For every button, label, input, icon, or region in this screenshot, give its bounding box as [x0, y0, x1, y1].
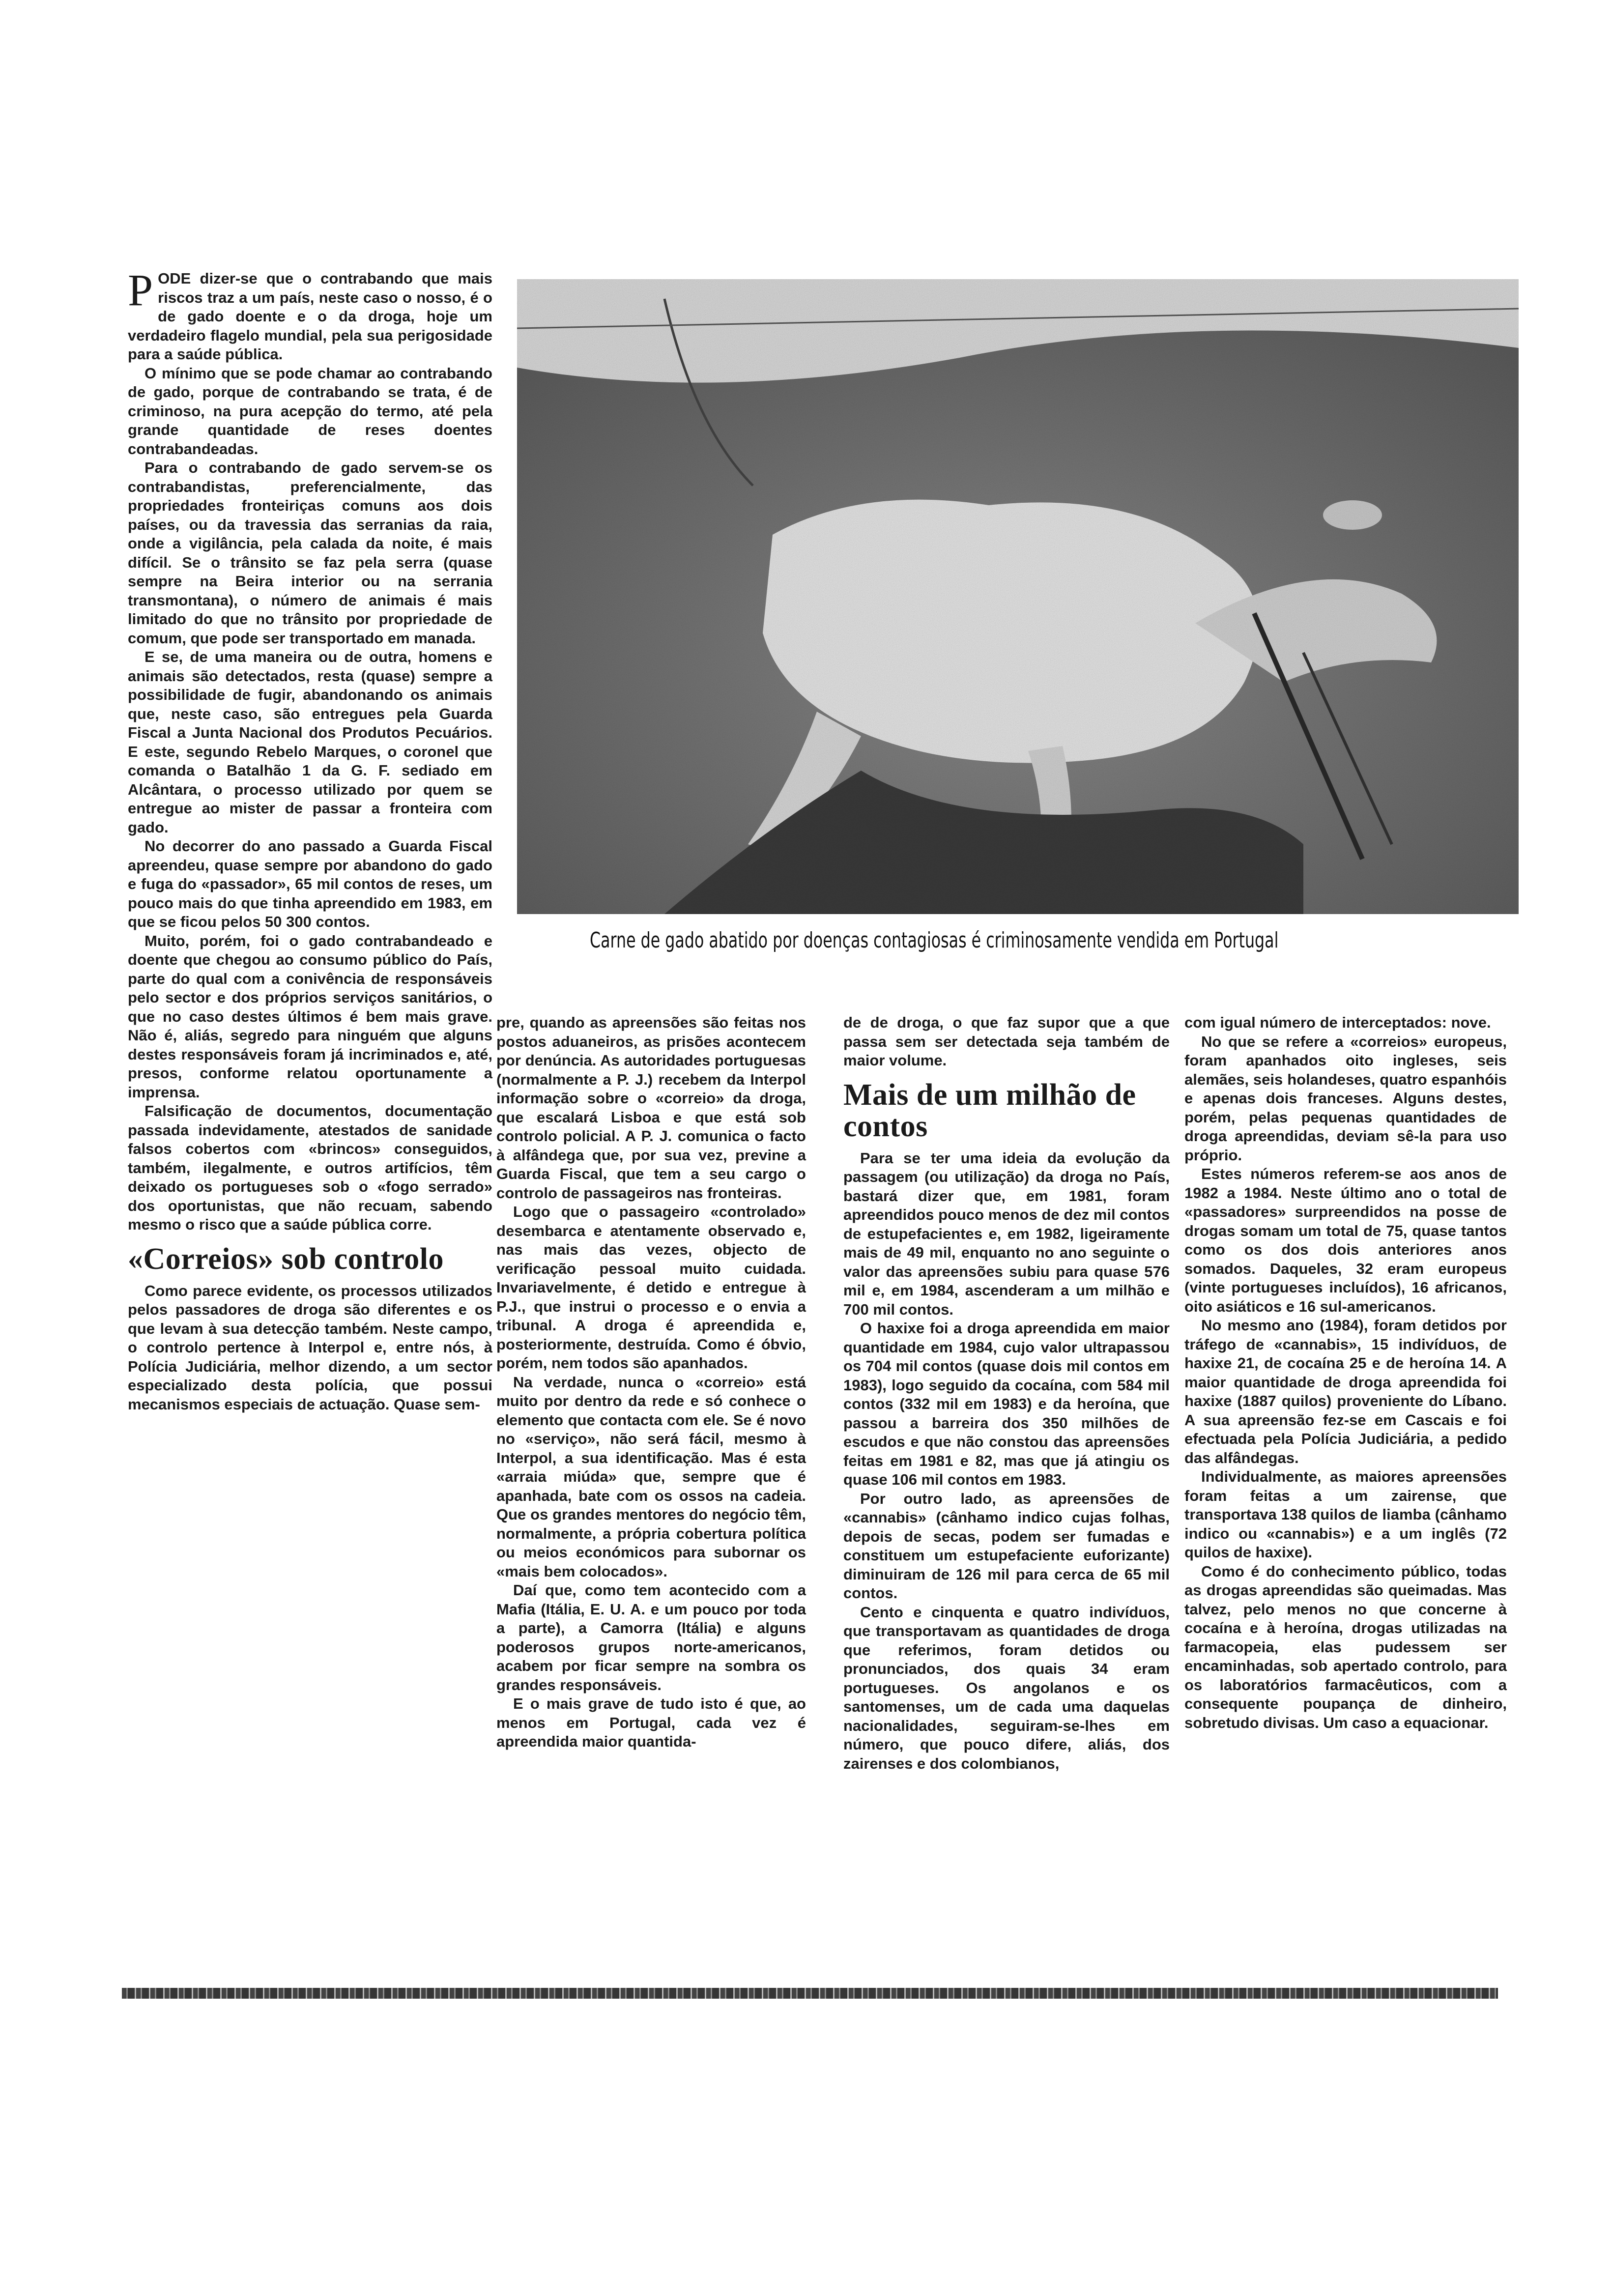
section-heading: Mais de um milhão de contos [843, 1078, 1136, 1143]
paragraph: Muito, porém, foi o gado contrabandeado e doente que chegou ao consumo público do País, parte do qual com a conivência de responsáveis pelo sector e dos próprios serviços sanitários, o que no caso destes últimos é bem mais grave. Não é, aliás, segredo para ninguém que alguns destes responsáveis foram já incriminados e, até, presos, conforme relatou oportunamente a imprensa. [128, 932, 492, 1101]
paragraph: No que se refere a «correios» europeus, foram apanhados oito ingleses, seis alemães, seis holandeses, quatro espanhóis e apenas dois franceses. Alguns destes, porém, pelas pequenas quantidades de droga apreendidas, deviam sê-la para uso próprio. [1184, 1033, 1507, 1164]
paragraph: Para se ter uma ideia da evolução da passagem (ou utilização) da droga no País, bastará dizer que, em 1981, foram apreendidos pouco menos de dez mil contos de estupefacientes e, em 1982, ligeiramente mais de 49 mil, enquanto no ano seguinte o valor das apreensões subiu para quase 576 mil e, em 1984, ascenderam a um milhão e 700 mil contos. [843, 1149, 1170, 1318]
paragraph: Como é do conhecimento público, todas as drogas apreendidas são queimadas. Mas talvez, pelo menos no que concerne à cocaína e à heroína, drogas utilizadas na farmacopeia, elas pudessem ser encaminhadas, sob apertado controlo, para os laboratórios farmacêuticos, com a consequente poupança de dinheiro, sobretudo divisas. Um caso a equacionar. [1184, 1562, 1507, 1731]
paragraph: No mesmo ano (1984), foram detidos por tráfego de «cannabis», 15 indivíduos, de haxixe 21, de cocaína 25 e de heroína 14. A maior quantidade de droga apreendida foi haxixe (1887 quilos) proveniente do Líbano. A sua apreensão fez-se em Cascais e foi efectuada pela Polícia Judiciária, a pedido das alfândegas. [1184, 1317, 1507, 1466]
photo-caption: Carne de gado abatido por doenças contagiosas é criminosamente vendida em Portugal [590, 928, 1279, 953]
paragraph: de de droga, o que faz supor que a que passa sem ser detectada seja também de maior volume. [843, 1014, 1170, 1069]
article-column-1 [128, 265, 492, 1414]
paragraph: Falsificação de documentos, documentação passada indevidamente, atestados de sanidade falsos cobertos com «brincos» conseguidos, também, ilegalmente, e outros artifícios, têm deixado os portugueses sob o «fogo serrado» dos oportunistas, que não recuam, sabendo mesmo o risco que a saúde pública corre. [128, 1102, 492, 1233]
article-photo [517, 279, 1519, 914]
paragraph: O haxixe foi a droga apreendida em maior quantidade em 1984, cujo valor ultrapassou os 704 mil contos (quase dois mil contos em 1983), logo seguido da cocaína, com 584 mil contos (332 mil em 1983) e da heroína, que passou a barreira dos 350 milhões de escudos e que não constou das apreensões feitas em 1981 e 82, mas que já atingiu os quase 106 mil contos em 1983. [843, 1320, 1170, 1488]
drop-cap: P [128, 265, 153, 315]
paragraph: pre, quando as apreensões são feitas nos postos aduaneiros, as prisões acontecem por denúncia. As autoridades portuguesas (normalmente a P. J.) recebem da Interpol informação sobre o «correio» da droga, que escalará Lisboa e que está sob controlo policial. A P. J. comunica o facto à alfândega que, por sua vez, previne a Guarda Fiscal, que tem a seu cargo o controlo de passageiros nas fronteiras. [496, 1014, 806, 1202]
paragraph: Para o contrabando de gado servem-se os contrabandistas, preferencialmente, das propriedades fronteiriças comuns aos dois países, ou da travessia das serranias da raia, onde a vigilância, pela calada da noite, é mais difícil. Se o trânsito se faz pela serra (quase sempre na Beira interior ou na serrania transmontana), o número de animais é mais limitado do que no trânsito por propriedade de comum, que pode ser transportado em manada. [128, 459, 492, 647]
paragraph: Como parece evidente, os processos utilizados pelos passadores de droga são diferentes e os que levam à sua detecção também. Neste campo, o controlo pertence à Interpol e, entre nós, à Polícia Judiciária, melhor dizendo, a um sector especializado desta polícia, que possui mecanismos especiais de actuação. Quase sem- [128, 1282, 492, 1413]
paragraph: Logo que o passageiro «controlado» desembarca e atentamente observado e, nas mais das vezes, objecto de verificação pessoal muito cuidada. Invariavelmente, é detido e entregue à P.J., que instrui o processo e o envia a tribunal. A droga é apreendida e, posteriormente, destruída. Como é óbvio, porém, nem todos são apanhados. [496, 1203, 806, 1372]
paragraph-text: ODE dizer-se que o contrabando que mais riscos traz a um país, neste caso o nosso, é o de gado doente e o da droga, hoje um verdadeiro flagelo mundial, pela sua perigosidade para a saúde pública. [128, 270, 492, 363]
paragraph: No decorrer do ano passado a Guarda Fiscal apreendeu, quase sempre por abandono do gado e fuga do «passador», 65 mil contos de reses, um pouco mais do que tinha apreendido em 1983, em que se ficou pelos 50 300 contos. [128, 837, 492, 930]
paragraph: O mínimo que se pode chamar ao contrabando de gado, porque de contrabando se trata, é de criminoso, na pura acepção do termo, até pela grande quantidade de reses doentes contrabandeadas. [128, 364, 492, 458]
article-column-3 [843, 1013, 1170, 1773]
paragraph: E se, de uma maneira ou de outra, homens e animais são detectados, resta (quase) sempre a possibilidade de fugir, abandonando os animais que, neste caso, são entregues pela Guarda Fiscal a Junta Nacional dos Produtos Pecuários. E este, segundo Rebelo Marques, o coronel que comanda o Batalhão 1 da G. F. sediado em Alcântara, o processo utilizado por quem se entregue ao mister de passar a fronteira com gado. [128, 648, 492, 836]
article-column-4 [1184, 1013, 1507, 1732]
paragraph: Na verdade, nunca o «correio» está muito por dentro da rede e só conhece o elemento que contacta com ele. Se é novo no «serviço», não será fácil, mesmo à Interpol, a sua identificação. Mas é esta «arraia miúda» que, sempre que é apanhada, bate com os ossos na cadeia. Que os grandes mentores do negócio têm, normalmente, a própria cobertura política ou meios económicos para subornar os «mais bem colocados». [496, 1373, 806, 1580]
cattle-carcass-image [517, 279, 1519, 914]
bottom-rule [122, 1988, 1498, 1999]
paragraph: Por outro lado, as apreensões de «cannabis» (cânhamo indico cujas folhas, depois de secas, podem ser fumadas e constituem um estupefaciente euforizante) diminuiram de 126 mil para cerca de 65 mil contos. [843, 1490, 1170, 1602]
paragraph: Estes números referem-se aos anos de 1982 a 1984. Neste último ano o total de «passadores» surpreendidos na posse de drogas somam um total de 75, quase tantos como os dos dois anteriores anos somados. Daqueles, 32 eram europeus (vinte portugueses incluídos), 16 africanos, oito asiáticos e 16 sul-americanos. [1184, 1165, 1507, 1315]
paragraph: com igual número de interceptados: nove. [1184, 1014, 1491, 1031]
article-column-2 [496, 1013, 806, 1751]
paragraph: Individualmente, as maiores apreensões foram feitas a um zairense, que transportava 138 quilos de liamba (cânhamo indico ou «cannabis») e a um inglês (72 quilos de haxixe). [1184, 1468, 1507, 1561]
paragraph: Daí que, como tem acontecido com a Mafia (Itália, E. U. A. e um pouco por toda a parte), a Camorra (Itália) e alguns poderosos grupos norte-americanos, acabem por ficar sempre na sombra os grandes responsáveis. [496, 1581, 806, 1693]
section-heading: «Correios» sob controlo [128, 1242, 444, 1276]
paragraph: E o mais grave de tudo isto é que, ao menos em Portugal, cada vez é apreendida maior quantida- [496, 1695, 806, 1750]
paragraph: Cento e cinquenta e quatro indivíduos, que transportavam as quantidades de droga que referimos, foram detidos ou pronunciados, dos quais 34 eram portugueses. Os angolanos e os santomenses, um de cada uma daquelas nacionalidades, seguiram-se-lhes em número, que pouco difere, aliás, dos zairenses e dos colombianos, [843, 1603, 1170, 1772]
paragraph [128, 265, 492, 364]
